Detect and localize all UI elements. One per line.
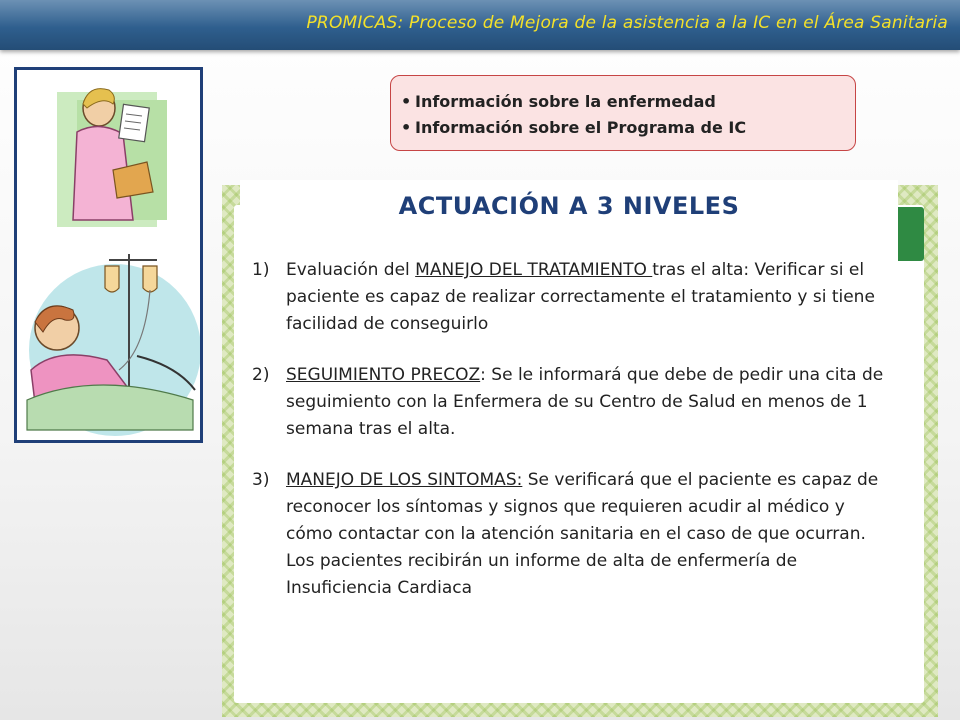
main-heading: ACTUACIÓN A 3 NIVELES xyxy=(398,192,740,220)
patient-illustration xyxy=(27,254,200,436)
level-text: MANEJO DE LOS SINTOMAS: Se verificará que el paciente es capaz de reconocer los síntomas y signos que requieren acudir al médico y cómo contactar con la atención sanitaria en el caso de que ocurran. Los pacientes recibirán un informe de alta de enfermería de Insuficiencia Cardiaca xyxy=(286,470,879,598)
level-number: 3) xyxy=(252,470,270,490)
level-keyword: MANEJO DEL TRATAMIENTO xyxy=(415,260,653,280)
nurse-illustration xyxy=(57,89,167,227)
level-item xyxy=(252,257,892,338)
level-number: 2) xyxy=(252,365,270,385)
level-text: Evaluación del MANEJO DEL TRATAMIENTO tras el alta: Verificar si el paciente es capaz de realizar correctamente el tratamiento y si tiene facilidad de conseguirlo xyxy=(286,260,875,334)
clipart-svg xyxy=(17,70,200,440)
level-keyword: MANEJO DE LOS SINTOMAS: xyxy=(286,470,523,490)
level-text: SEGUIMIENTO PRECOZ: Se le informará que debe de pedir una cita de seguimiento con la Enfermera de su Centro de Salud en menos de 1 semana tras el alta. xyxy=(286,365,884,439)
level-item xyxy=(252,467,892,602)
info-item xyxy=(401,115,855,141)
bullet-icon: • xyxy=(401,118,412,137)
info-item xyxy=(401,89,855,115)
level-keyword: SEGUIMIENTO PRECOZ xyxy=(286,365,481,385)
slide-title: PROMICAS: Proceso de Mejora de la asistencia a la IC en el Área Sanitaria xyxy=(306,13,948,33)
info-box xyxy=(390,75,856,151)
bullet-icon: • xyxy=(401,92,412,111)
illustration-panel xyxy=(14,67,203,443)
level-number: 1) xyxy=(252,260,270,280)
info-item-text: Información sobre el Programa de IC xyxy=(415,118,747,137)
header-bar xyxy=(0,0,960,50)
levels-list xyxy=(252,257,892,626)
info-item-text: Información sobre la enfermedad xyxy=(415,92,716,111)
level-item xyxy=(252,362,892,443)
